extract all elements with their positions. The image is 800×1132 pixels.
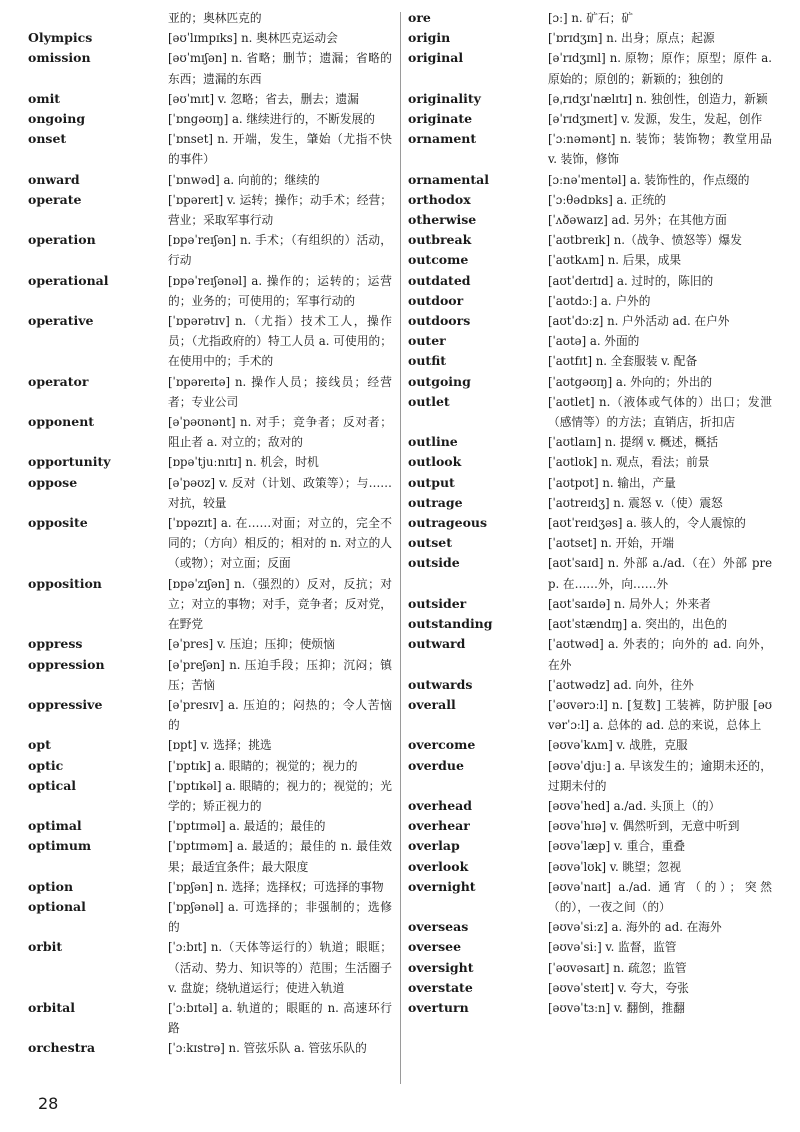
- entry-definition: [əˈpəʊz] v. 反对（计划、政策等）；与……对抗，较量: [168, 475, 392, 510]
- entry-headword: original: [408, 50, 464, 66]
- dictionary-entry: [408, 513, 772, 533]
- entry-headword: overhead: [408, 797, 473, 813]
- entry-definition: [ˈaʊtwədz] ad. 向外，往外: [548, 677, 694, 692]
- dictionary-entry: [408, 432, 772, 452]
- entry-headword: optimum: [28, 838, 92, 854]
- entry-definition: [ˈaʊtreɪdʒ] n. 震怒 v.（使）震怒: [548, 495, 723, 510]
- dictionary-entry: [408, 614, 772, 634]
- entry-headword: oppose: [28, 474, 78, 490]
- entry-definition: [ˈaʊtbreɪk] n.（战争、愤怒等）爆发: [548, 233, 742, 248]
- dictionary-entry: [408, 836, 772, 856]
- dictionary-entry: [408, 937, 772, 957]
- entry-definition: [ˈaʊtfɪt] n. 全套服装 v. 配备: [548, 354, 698, 369]
- dictionary-entry: [408, 271, 772, 291]
- entry-headword: outline: [408, 434, 458, 450]
- entry-definition: [ˈʌðəwaɪz] ad. 另外；在其他方面: [548, 213, 727, 228]
- dictionary-entry: [408, 857, 772, 877]
- entry-headword: operate: [28, 191, 82, 207]
- entry-definition: [ɒpəˈzɪʃən] n.（强烈的）反对，反抗；对立；对立的事物；对手，竞争者；反对党，在野党: [168, 576, 392, 632]
- entry-headword: orbital: [28, 999, 76, 1015]
- dictionary-entry: [28, 695, 392, 735]
- dictionary-entry: [28, 473, 392, 513]
- entry-definition: [ˈɒnset] n. 开端，发生，肇始（尤指不快的事件）: [168, 132, 392, 167]
- dictionary-entry: [28, 48, 392, 88]
- entry-headword: overdue: [408, 757, 464, 773]
- dictionary-entry: [408, 28, 772, 48]
- dictionary-entry: [408, 634, 772, 674]
- dictionary-entry: [28, 170, 392, 190]
- dictionary-entry: [408, 877, 772, 917]
- dictionary-entry: [408, 311, 772, 331]
- entry-definition: [aʊtˈstændɪŋ] a. 突出的，出色的: [548, 617, 728, 632]
- dictionary-entry: [28, 311, 392, 372]
- entry-definition: [ˈɒngəʊɪŋ] a. 继续进行的，不断发展的: [168, 112, 375, 127]
- entry-definition: [əʊvəˈdjuː] a. 早该发生的；逾期未还的，过期未付的: [548, 758, 772, 793]
- entry-headword: option: [28, 878, 74, 894]
- entry-definition: [əʊˈmɪt] v. 忽略；省去，删去；遗漏: [168, 91, 359, 106]
- entry-definition: [əʊvəˈtɜːn] v. 翻倒，推翻: [548, 1000, 685, 1015]
- entry-definition: [ˈɒnwəd] a. 向前的；继续的: [168, 172, 320, 187]
- entry-definition: [aʊtˈdeɪtɪd] a. 过时的，陈旧的: [548, 273, 714, 288]
- entry-headword: outdoors: [408, 313, 471, 329]
- entry-definition: [əʊvəˈsiː] v. 监督，监管: [548, 940, 677, 955]
- entry-headword: outdated: [408, 272, 471, 288]
- entry-headword: opt: [28, 737, 51, 753]
- dictionary-entry: [28, 816, 392, 836]
- entry-definition: [ˈɒptɪməm] a. 最适的；最佳的 n. 最佳效果；最适宜条件；最大限度: [168, 839, 392, 874]
- dictionary-entry: [28, 109, 392, 129]
- entry-definition: [əˌrɪdʒɪˈnælɪtɪ] n. 独创性，创造力，新颖: [548, 91, 768, 106]
- entry-headword: opponent: [28, 414, 95, 430]
- entry-headword: overlap: [408, 838, 460, 854]
- dictionary-entry: [408, 493, 772, 513]
- entry-definition: [ˈɔːθədɒks] a. 正统的: [548, 192, 666, 207]
- entry-headword: outcome: [408, 252, 469, 268]
- entry-definition: [ˈɔːbɪt] n.（天体等运行的）轨道；眼眶；（活动、势力、知识等的）范围；生活圈子 v. 盘旋；绕轨道运行；使进入轨道: [168, 940, 392, 995]
- entry-headword: orthodox: [408, 191, 471, 207]
- dictionary-entry: [408, 675, 772, 695]
- entry-headword: operator: [28, 373, 89, 389]
- dictionary-entry: [408, 331, 772, 351]
- entry-headword: outlook: [408, 454, 462, 470]
- dictionary-entry: [28, 28, 392, 48]
- dictionary-entry: [408, 553, 772, 593]
- entry-definition: [aʊtˈsaɪd] n. 外部 a./ad.（在）外部 prep. 在……外，向……外: [548, 556, 772, 591]
- entry-definition: [əˈrɪdʒɪnl] n. 原物；原作；原型；原件 a. 原始的；原创的；新颖的；独创的: [548, 51, 772, 86]
- entry-headword: operation: [28, 232, 96, 248]
- entry-headword: opportunity: [28, 454, 111, 470]
- entry-headword: overnight: [408, 878, 476, 894]
- entry-definition: [ˈɒpəreɪtə] n. 操作人员；接线员；经营者；专业公司: [168, 374, 392, 409]
- entry-headword: optional: [28, 898, 86, 914]
- dictionary-entry: [408, 291, 772, 311]
- dictionary-entry: [408, 392, 772, 432]
- dictionary-entry: [28, 513, 392, 574]
- entry-headword: outstanding: [408, 616, 493, 632]
- entry-headword: outlet: [408, 393, 450, 409]
- dictionary-entry: [28, 735, 392, 755]
- dictionary-entry: [408, 958, 772, 978]
- dictionary-entry: [408, 210, 772, 230]
- entry-headword: opposition: [28, 575, 102, 591]
- dictionary-entry: [408, 917, 772, 937]
- dictionary-entry: [408, 89, 772, 109]
- entry-headword: operational: [28, 272, 109, 288]
- entry-definition: [ɒpəˈreɪʃən] n. 手术；（有组织的）活动，行动: [168, 233, 392, 268]
- entry-definition: [ˈaʊtpʊt] n. 输出，产量: [548, 475, 676, 490]
- entry-headword: overstate: [408, 979, 473, 995]
- entry-definition: [ˈɔːkɪstrə] n. 管弦乐队 a. 管弦乐队的: [168, 1041, 367, 1056]
- dictionary-entry: [408, 8, 772, 28]
- entry-headword: onset: [28, 131, 67, 147]
- entry-definition: [ˈɔːbɪtəl] a. 轨道的；眼眶的 n. 高速环行路: [168, 1000, 392, 1036]
- dictionary-entry: [408, 452, 772, 472]
- entry-definition: [əʊvəˈnaɪt] a./ad. 通宵（的）；突然（的），一夜之间（的）: [548, 879, 772, 914]
- entry-definition: [ˈɒpʃənəl] a. 可选择的；非强制的；选修的: [168, 899, 392, 935]
- dictionary-entry: [28, 372, 392, 412]
- entry-definition: [ɔː] n. 矿石；矿: [548, 11, 634, 25]
- entry-definition: [əʊˈmɪʃən] n. 省略；删节；遗漏；省略的东西；遗漏的东西: [168, 51, 392, 86]
- entry-headword: overall: [408, 696, 456, 712]
- entry-headword: omission: [28, 50, 91, 66]
- entry-definition: [ˈɒpəzɪt] a. 在……对面；对立的，完全不同的；（方向）相反的；相对的 n. 对立的人（或物）；对立面；反面: [168, 516, 392, 571]
- dictionary-entry: [408, 190, 772, 210]
- entry-headword: oppress: [28, 636, 83, 652]
- entry-headword: oppressive: [28, 696, 103, 712]
- entry-headword: overcome: [408, 737, 476, 753]
- dictionary-entry: [28, 271, 392, 311]
- dictionary-entry: [408, 594, 772, 614]
- entry-definition: [əˈpresɪv] a. 压迫的；闷热的；令人苦恼的: [168, 697, 392, 733]
- entry-definition: [ɔːnəˈmentəl] a. 装饰性的，作点缀的: [548, 172, 750, 187]
- dictionary-entry: [28, 129, 392, 169]
- dictionary-entry: [28, 655, 392, 695]
- dictionary-entry: [408, 48, 772, 88]
- entry-definition: [ˈaʊtdɔː] a. 户外的: [548, 293, 651, 308]
- entry-headword: outdoor: [408, 292, 464, 308]
- column-divider: [400, 12, 401, 1084]
- entry-definition: [aʊtˈreɪdʒəs] a. 骇人的，令人震惊的: [548, 516, 746, 531]
- dictionary-entry: [408, 756, 772, 796]
- dictionary-entry: [408, 695, 772, 735]
- entry-headword: ongoing: [28, 111, 86, 127]
- entry-definition: [aʊtˈdɔːz] n. 户外活动 ad. 在户外: [548, 314, 730, 329]
- entry-headword: oversight: [408, 959, 474, 975]
- entry-headword: outbreak: [408, 232, 472, 248]
- entry-definition: [ˈɒrɪdʒɪn] n. 出身；原点；起源: [548, 31, 715, 46]
- entry-headword: outset: [408, 535, 452, 551]
- entry-definition: [əʊvəˈsiːz] a. 海外的 ad. 在海外: [548, 920, 722, 935]
- entry-headword: overhear: [408, 818, 470, 834]
- entry-headword: operative: [28, 313, 94, 329]
- entry-headword: outward: [408, 636, 466, 652]
- entry-definition: [ɒpəˈtjuːnɪtɪ] n. 机会，时机: [168, 455, 319, 470]
- entry-headword: orchestra: [28, 1040, 96, 1056]
- entry-definition: [ɒpəˈreɪʃənəl] a. 操作的；运转的；运营的；业务的；可使用的；军事行动的: [168, 273, 392, 308]
- entry-headword: originate: [408, 111, 473, 127]
- dictionary-entry: [408, 170, 772, 190]
- entry-headword: Olympics: [28, 30, 93, 46]
- entry-definition: [ˈaʊtlet] n.（液体或气体的）出口；发泄（感情等）的方法；直销店，折扣店: [548, 394, 772, 430]
- entry-headword: optimal: [28, 818, 82, 834]
- entry-definition: [aʊtˈsaɪdə] n. 局外人；外来者: [548, 596, 711, 611]
- entry-definition: [ˈaʊtgəʊɪŋ] a. 外向的；外出的: [548, 374, 713, 389]
- entry-definition: [əˈpəʊnənt] n. 对手；竞争者；反对者；阻止者 a. 对立的；敌对的: [168, 415, 392, 450]
- dictionary-entry: [408, 816, 772, 836]
- entry-definition: [əʊvəˈlʊk] v. 眺望；忽视: [548, 859, 681, 874]
- entry-definition: [ˈaʊtlaɪn] n. 提纲 v. 概述，概括: [548, 435, 719, 450]
- dictionary-entry: [28, 574, 392, 635]
- dictionary-entry: [28, 937, 392, 998]
- entry-headword: ornamental: [408, 171, 489, 187]
- entry-headword: outside: [408, 555, 460, 571]
- dictionary-entry: [28, 836, 392, 876]
- entry-definition: [əʊvəˈlæp] v. 重合，重叠: [548, 839, 686, 854]
- dictionary-entry: [28, 8, 392, 28]
- entry-headword: originality: [408, 90, 481, 106]
- entry-definition: [ˈaʊtset] n. 开始，开端: [548, 536, 674, 551]
- entry-definition: 亚的；奥林匹克的: [168, 11, 262, 25]
- entry-definition: [əˈpreʃən] n. 压迫手段；压抑；沉闷；镇压；苦恼: [168, 657, 392, 692]
- entry-definition: [əʊvəˈhed] a./ad. 头顶上（的）: [548, 798, 721, 813]
- entry-headword: omit: [28, 90, 61, 106]
- entry-headword: onward: [28, 171, 80, 187]
- entry-headword: optical: [28, 777, 77, 793]
- dictionary-entry: [28, 89, 392, 109]
- dictionary-entry: [28, 756, 392, 776]
- dictionary-entry: [28, 230, 392, 270]
- dictionary-entry: [28, 452, 392, 472]
- entry-headword: oversee: [408, 939, 462, 955]
- dictionary-entry: [408, 372, 772, 392]
- dictionary-entry: [408, 109, 772, 129]
- entry-definition: [ˈəʊvəsaɪt] n. 疏忽；监管: [548, 960, 687, 975]
- entry-definition: [ˈɒpəreɪt] v. 运转；操作；动手术；经营；营业；采取军事行动: [168, 192, 392, 228]
- entry-headword: outrageous: [408, 515, 488, 531]
- entry-headword: ornament: [408, 131, 477, 147]
- dictionary-entry: [28, 877, 392, 897]
- entry-headword: outrage: [408, 494, 463, 510]
- entry-headword: outwards: [408, 676, 473, 692]
- dictionary-entry: [408, 533, 772, 553]
- dictionary-entry: [28, 998, 392, 1038]
- dictionary-entry: [408, 796, 772, 816]
- entry-headword: outer: [408, 333, 446, 349]
- entry-definition: [ˈɒptɪkəl] a. 眼睛的；视力的；视觉的；光学的；矫正视力的: [168, 778, 392, 813]
- dictionary-entry: [408, 978, 772, 998]
- entry-definition: [ɒpt] v. 选择；挑选: [168, 738, 272, 753]
- entry-definition: [ˈaʊtə] a. 外面的: [548, 334, 640, 349]
- entry-headword: outgoing: [408, 373, 471, 389]
- dictionary-entry: [28, 897, 392, 937]
- dictionary-entry: [28, 1038, 392, 1058]
- dictionary-entry: [408, 473, 772, 493]
- dictionary-entry: [28, 412, 392, 452]
- entry-headword: origin: [408, 30, 451, 46]
- left-column: [28, 8, 392, 1059]
- entry-definition: [əʊvəˈhɪə] v. 偶然听到，无意中听到: [548, 819, 740, 834]
- entry-definition: [əʊˈlɪmpɪks] n. 奥林匹克运动会: [168, 31, 338, 46]
- entry-definition: [ˈɒptɪməl] a. 最适的；最佳的: [168, 819, 326, 834]
- entry-definition: [ˈaʊtlʊk] n. 观点，看法；前景: [548, 455, 710, 470]
- dictionary-entry: [408, 998, 772, 1018]
- entry-definition: [əʊvəˈsteɪt] v. 夸大，夸张: [548, 980, 689, 995]
- entry-definition: [ˈɒptɪk] a. 眼睛的；视觉的；视力的: [168, 758, 358, 773]
- entry-headword: opposite: [28, 515, 88, 531]
- entry-headword: ore: [408, 10, 431, 25]
- page-number: 28: [38, 1094, 59, 1113]
- dictionary-entry: [28, 190, 392, 230]
- dictionary-entry: [408, 129, 772, 169]
- entry-headword: oppression: [28, 656, 105, 672]
- dictionary-entry: [28, 776, 392, 816]
- entry-headword: optic: [28, 757, 64, 773]
- entry-headword: outfit: [408, 353, 447, 369]
- dictionary-entry: [408, 230, 772, 250]
- entry-headword: outsider: [408, 595, 467, 611]
- entry-definition: [əʊvəˈkʌm] v. 战胜，克服: [548, 738, 688, 753]
- entry-definition: [ˈɔːnəmənt] n. 装饰；装饰物；教堂用品 v. 装饰，修饰: [548, 132, 772, 167]
- entry-definition: [ˈɒpʃən] n. 选择；选择权；可选择的事物: [168, 879, 384, 894]
- entry-definition: [əˈrɪdʒɪneɪt] v. 发源，发生，发起，创作: [548, 112, 763, 127]
- entry-headword: orbit: [28, 939, 63, 955]
- right-column: [408, 8, 772, 1018]
- entry-definition: [əˈpres] v. 压迫；压抑；使烦恼: [168, 637, 335, 652]
- entry-definition: [ˈɒpərətɪv] n.（尤指）技术工人，操作员；（尤指政府的）特工人员 a. 可使用的；在使用中的；手术的: [168, 314, 392, 369]
- entry-definition: [ˈəʊvərɔːl] n. [复数] 工装裤，防护服 [əʊvərˈɔːl] a. 总体的 ad. 总的来说，总体上: [548, 697, 772, 733]
- dictionary-entry: [408, 250, 772, 270]
- entry-definition: [ˈaʊtkʌm] n. 后果，成果: [548, 253, 682, 268]
- entry-headword: otherwise: [408, 212, 477, 228]
- dictionary-entry: [408, 351, 772, 371]
- entry-headword: output: [408, 474, 455, 490]
- entry-definition: [ˈaʊtwəd] a. 外表的；向外的 ad. 向外，在外: [548, 637, 772, 672]
- dictionary-entry: [28, 634, 392, 654]
- entry-headword: overturn: [408, 999, 469, 1015]
- entry-headword: overseas: [408, 919, 469, 935]
- dictionary-entry: [408, 735, 772, 755]
- entry-headword: overlook: [408, 858, 469, 874]
